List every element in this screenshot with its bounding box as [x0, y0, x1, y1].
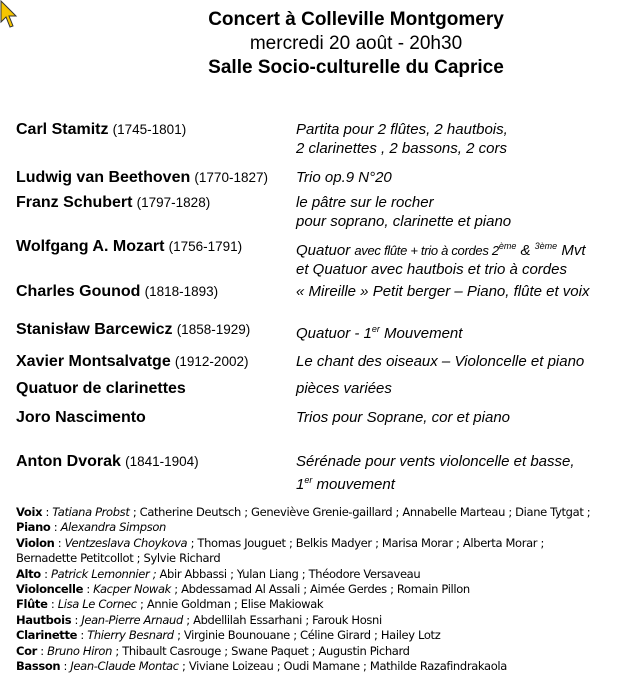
work-superscript: er	[371, 324, 380, 334]
work-line: Partita pour 2 flûtes, 2 hautbois,	[296, 121, 508, 138]
work-line	[296, 320, 462, 343]
composer-name: Charles Gounod	[16, 283, 141, 300]
other-musicians: ; Catherine Deutsch ; Geneviève Grenie-gaillard ; Annabelle Marteau ; Diane Tytgat ;	[132, 505, 591, 519]
lead-musician: Kacper Nowak	[93, 582, 171, 597]
musician-line: Clarinette : Thierry Besnard ; Virginie Bounouane ; Céline Girard ; Hailey Lotz	[16, 628, 441, 643]
work-text: Quatuor	[296, 242, 355, 259]
composer	[16, 353, 248, 371]
composer-years: (1858-1929)	[176, 322, 251, 337]
composer-name: Quatuor de clarinettes	[16, 380, 186, 397]
work-line: pièces variées	[296, 380, 392, 397]
lead-musician: Bruno Hiron	[47, 643, 113, 658]
lead-musician: Ventzeslava Choykova	[64, 535, 188, 550]
work-line	[296, 471, 575, 494]
work-text: 1	[296, 476, 305, 493]
musician-line: Alto : Patrick Lemonnier ; Abir Abbassi ; Yulan Liang ; Théodore Versaveau	[16, 566, 421, 581]
concert-header	[0, 8, 633, 80]
composer-name: Franz Schubert	[16, 194, 133, 211]
musician-line: Flûte : Lisa Le Cornec ; Annie Goldman ; Elise Makiowak	[16, 597, 324, 612]
work-line: et Quatuor avec hautbois et trio à cordes	[296, 261, 567, 278]
work-line: Trio op.9 N°20	[296, 169, 392, 186]
musician-line: Cor : Bruno Hiron ; Thibault Casrouge ; Swane Paquet ; Augustin Pichard	[16, 643, 410, 658]
lead-musician: Alexandra Simpson	[60, 520, 166, 535]
work	[296, 193, 511, 231]
composer-name: Stanisław Barcewicz	[16, 321, 173, 338]
concert-venue: Salle Socio-culturelle du Caprice	[208, 57, 504, 78]
other-musicians: ; Thomas Jouguet ; Belkis Madyer ; Marisa Morar ; Alberta Morar ;	[190, 535, 545, 550]
instrument-label: Alto	[16, 566, 41, 581]
composer-name: Ludwig van Beethoven	[16, 169, 191, 186]
work	[296, 379, 392, 398]
lead-musician: Jean-Claude Montac	[70, 659, 179, 674]
composer-name: Carl Stamitz	[16, 121, 109, 138]
composer	[16, 409, 146, 427]
concert-date: mercredi 20 août - 20h30	[249, 33, 463, 54]
composer	[16, 169, 268, 187]
instrument-label: Violoncelle	[16, 582, 84, 597]
lead-musician: Tatiana Probst	[52, 505, 130, 519]
composer-name: Wolfgang A. Mozart	[16, 238, 165, 255]
work-text: Mouvement	[379, 325, 463, 342]
other-musicians: Abir Abbassi ; Yulan Liang ; Théodore Versaveau	[159, 566, 421, 581]
musician-line: Violon : Ventzeslava Choykova ; Thomas Jouguet ; Belkis Madyer ; Marisa Morar ; Alberta Morar ;	[16, 535, 545, 550]
work-line	[296, 237, 586, 260]
work-text: Mvt	[557, 242, 586, 259]
work-line: Trios pour Soprane, cor et piano	[296, 409, 511, 426]
musician-line: Hautbois : Jean-Pierre Arnaud ; Abdellilah Essarhani ; Farouk Hosni	[16, 612, 382, 627]
work	[296, 408, 510, 427]
instrument-label: Hautbois	[16, 612, 72, 627]
musician-line: Basson : Jean-Claude Montac ; Viviane Loizeau ; Oudi Mamane ; Mathilde Razafindrakaola	[16, 659, 507, 674]
work-line: 2 clarinettes , 2 bassons, 2 cors	[296, 140, 507, 157]
lead-musician: Jean-Pierre Arnaud	[81, 612, 183, 627]
composer	[16, 283, 218, 301]
musicians-list	[16, 505, 626, 674]
composer-years: (1756-1791)	[168, 239, 243, 254]
work-superscript: 3ème	[534, 241, 558, 251]
musician-line	[16, 551, 626, 566]
work	[296, 320, 462, 343]
instrument-label: Flûte	[16, 597, 48, 612]
instrument-label: Cor	[16, 643, 37, 658]
work	[296, 282, 589, 301]
work-line: « Mireille » Petit berger – Piano, flûte et voix	[296, 283, 590, 300]
composer	[16, 238, 242, 256]
instrument-label: Voix	[16, 505, 43, 519]
composer-years: (1770-1827)	[194, 170, 268, 185]
composer	[16, 321, 250, 339]
work-superscript: ème	[498, 241, 517, 251]
other-musicians: ; Abdellilah Essarhani ; Farouk Hosni	[186, 612, 382, 627]
instrument-label: Piano	[16, 520, 51, 535]
composer-name: Xavier Montsalvatge	[16, 353, 171, 370]
composer	[16, 194, 210, 212]
work	[296, 120, 508, 158]
work	[296, 168, 392, 187]
work-text: &	[516, 242, 535, 259]
other-musicians: Bernadette Petitcollot ; Sylvie Richard	[16, 551, 221, 566]
instrument-label: Clarinette	[16, 628, 78, 643]
composer	[16, 453, 199, 471]
composer	[16, 121, 186, 139]
other-musicians: ; Thibault Casrouge ; Swane Paquet ; Augustin Pichard	[115, 643, 410, 658]
composer-years: (1797-1828)	[136, 195, 211, 210]
composer-years: (1818-1893)	[144, 284, 219, 299]
work	[296, 452, 575, 494]
work-superscript: er	[304, 475, 313, 485]
instrument-label: Violon	[16, 535, 55, 550]
composer	[16, 380, 186, 398]
composer-name: Joro Nascimento	[16, 409, 146, 426]
work-line: Sérénade pour vents violoncelle et basse,	[296, 453, 575, 470]
concert-title: Concert à Colleville Montgomery	[208, 9, 504, 30]
work-line: Le chant des oiseaux – Violoncelle et piano	[296, 353, 585, 370]
work	[296, 237, 586, 279]
instrument-label: Basson	[16, 659, 61, 674]
work-text: avec flûte + trio à cordes 2	[354, 243, 499, 258]
musician-line: Voix : Tatiana Probst ; Catherine Deutsch ; Geneviève Grenie-gaillard ; Annabelle Marteau ; Diane Tytgat ;	[16, 505, 591, 519]
musician-line: Violoncelle : Kacper Nowak ; Abdessamad Al Assali ; Aimée Gerdes ; Romain Pillon	[16, 582, 470, 597]
other-musicians: ; Abdessamad Al Assali ; Aimée Gerdes ; Romain Pillon	[174, 582, 470, 597]
other-musicians: ; Virginie Bounouane ; Céline Girard ; Hailey Lotz	[177, 628, 441, 643]
work-text: mouvement	[312, 476, 395, 493]
work	[296, 352, 584, 371]
work-text: Quatuor - 1	[296, 325, 372, 342]
other-musicians: ; Annie Goldman ; Elise Makiowak	[140, 597, 324, 612]
composer-years: (1912-2002)	[174, 354, 249, 369]
composer-years: (1745-1801)	[112, 122, 187, 137]
lead-musician: Patrick Lemonnier ;	[50, 566, 157, 581]
lead-musician: Lisa Le Cornec	[57, 597, 137, 612]
other-musicians: ; Viviane Loizeau ; Oudi Mamane ; Mathilde Razafindrakaola	[182, 659, 507, 674]
lead-musician: Thierry Besnard	[87, 628, 174, 643]
work-line: pour soprano, clarinette et piano	[296, 213, 512, 230]
composer-years: (1841-1904)	[125, 454, 199, 469]
composer-name: Anton Dvorak	[16, 453, 121, 470]
work-line: le pâtre sur le rocher	[296, 194, 434, 211]
musician-line: Piano : Alexandra Simpson	[16, 520, 166, 535]
